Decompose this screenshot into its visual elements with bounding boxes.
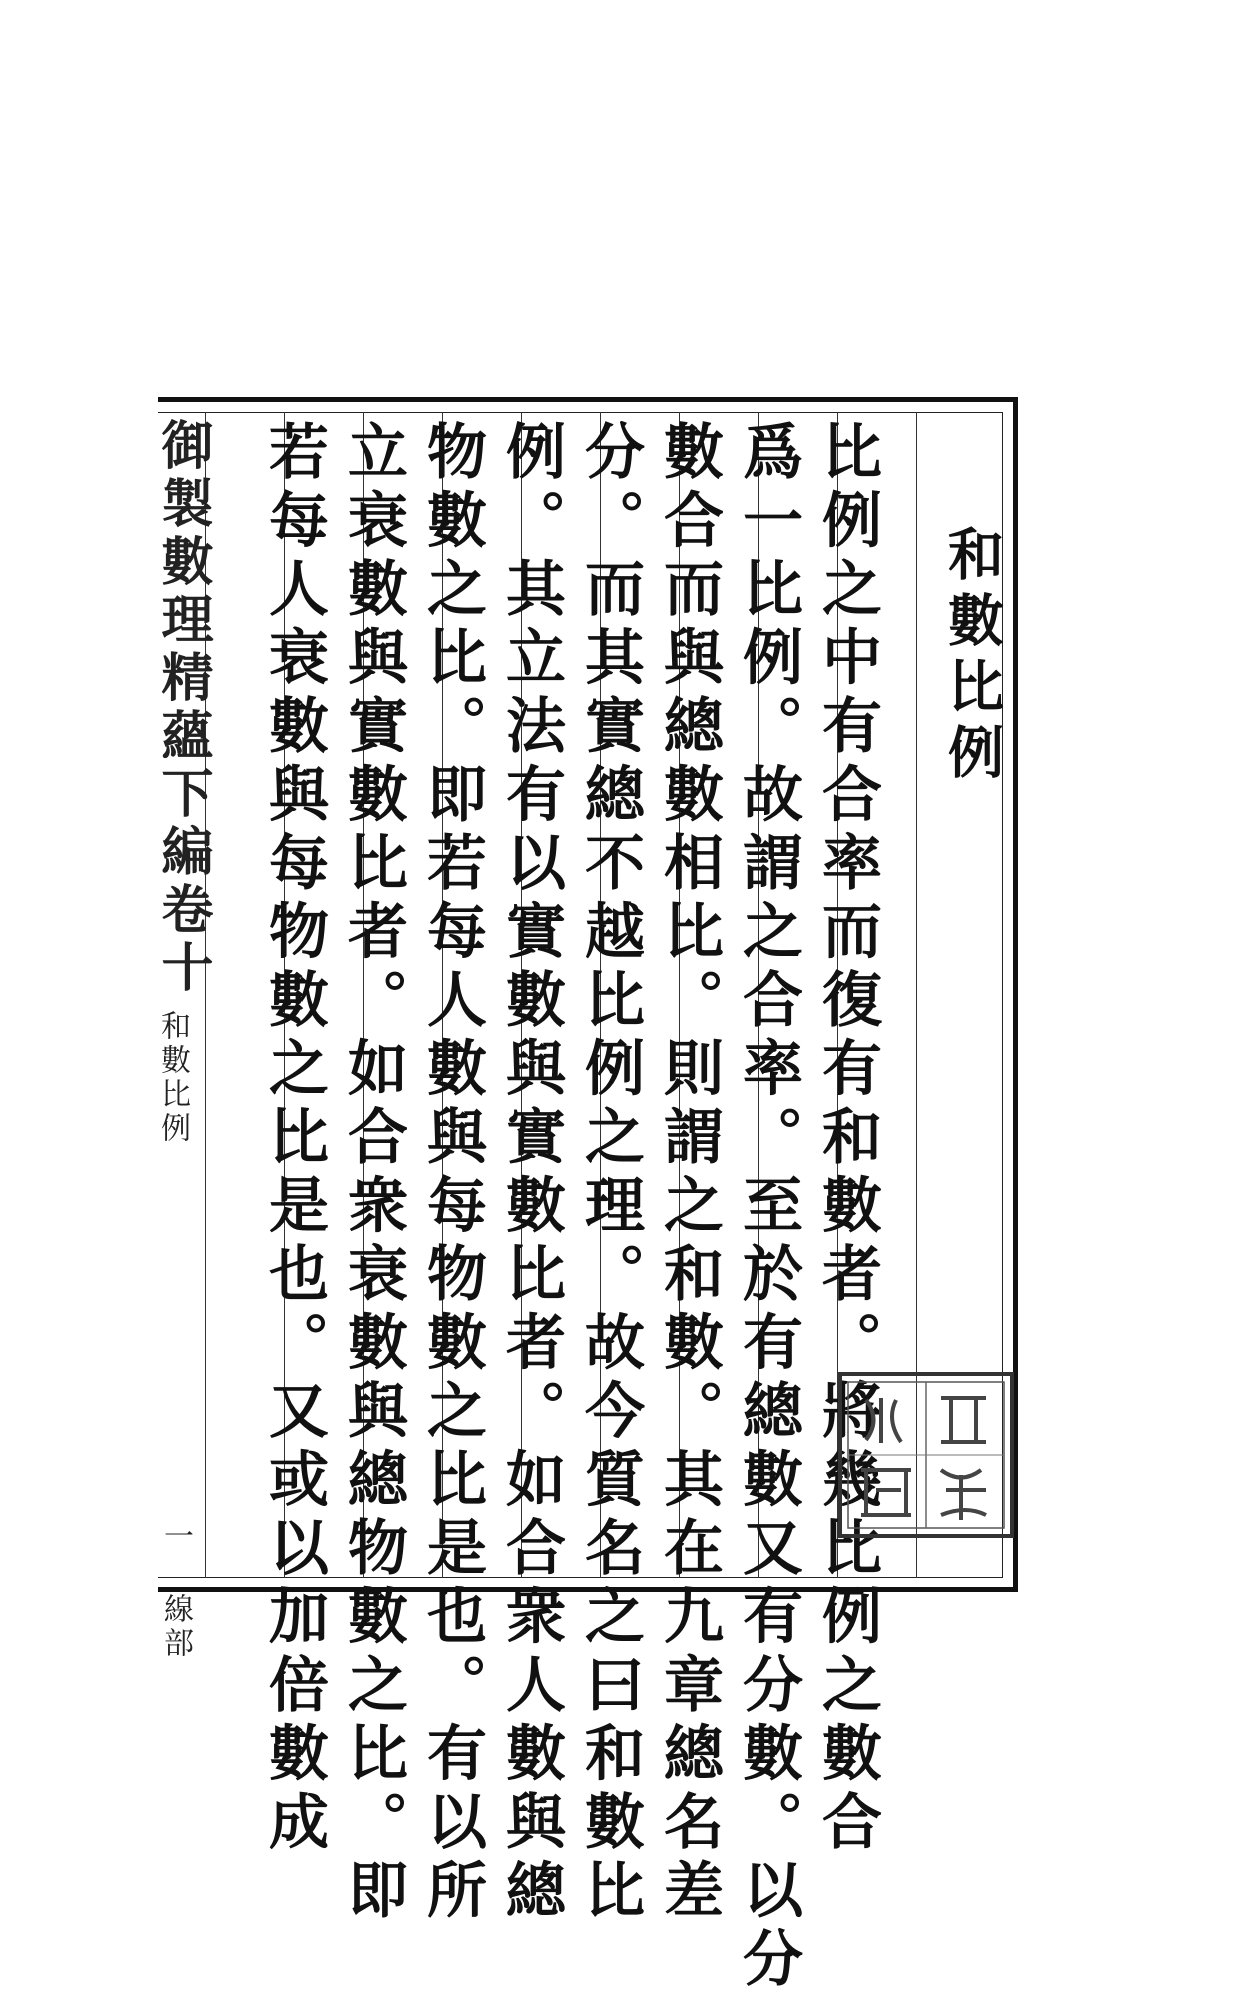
text-column-1: 比例之中有合率而復有和數者。將幾比例之數合 <box>812 420 882 1859</box>
text-column-6: 物數之比。即若每人數與每物數之比是也。有以所 <box>417 420 487 1927</box>
section-heading: 和數比例 <box>939 525 1005 789</box>
margin-part-label <box>153 1520 197 1661</box>
text-column-3: 數合而與總數相比。則謂之和數。其在九章總名差 <box>654 420 724 1927</box>
collector-seal-stamp <box>836 1370 1016 1540</box>
text-column-7: 立衰數與實數比者。如合衆衰數與總物數之比。即 <box>338 420 408 1927</box>
text-column-8: 若每人衰數與每物數之比是也。又或以加倍數成 <box>259 420 329 1859</box>
text-column-4: 分。而其實總不越比例之理。故今質名之曰和數比 <box>575 420 645 1927</box>
margin-part-name: 線部 <box>158 1593 193 1661</box>
text-column-5: 例。其立法有以實數與實數比者。如合衆人數與總 <box>496 420 566 1927</box>
margin-book-title: 御製數理精蘊下編卷十 <box>152 418 213 998</box>
margin-folio-number: 一 <box>158 1520 193 1554</box>
text-column-2: 爲一比例。故謂之合率。至於有總數又有分數。以分 <box>733 420 803 1996</box>
margin-section-title: 和數比例 <box>155 1010 190 1146</box>
